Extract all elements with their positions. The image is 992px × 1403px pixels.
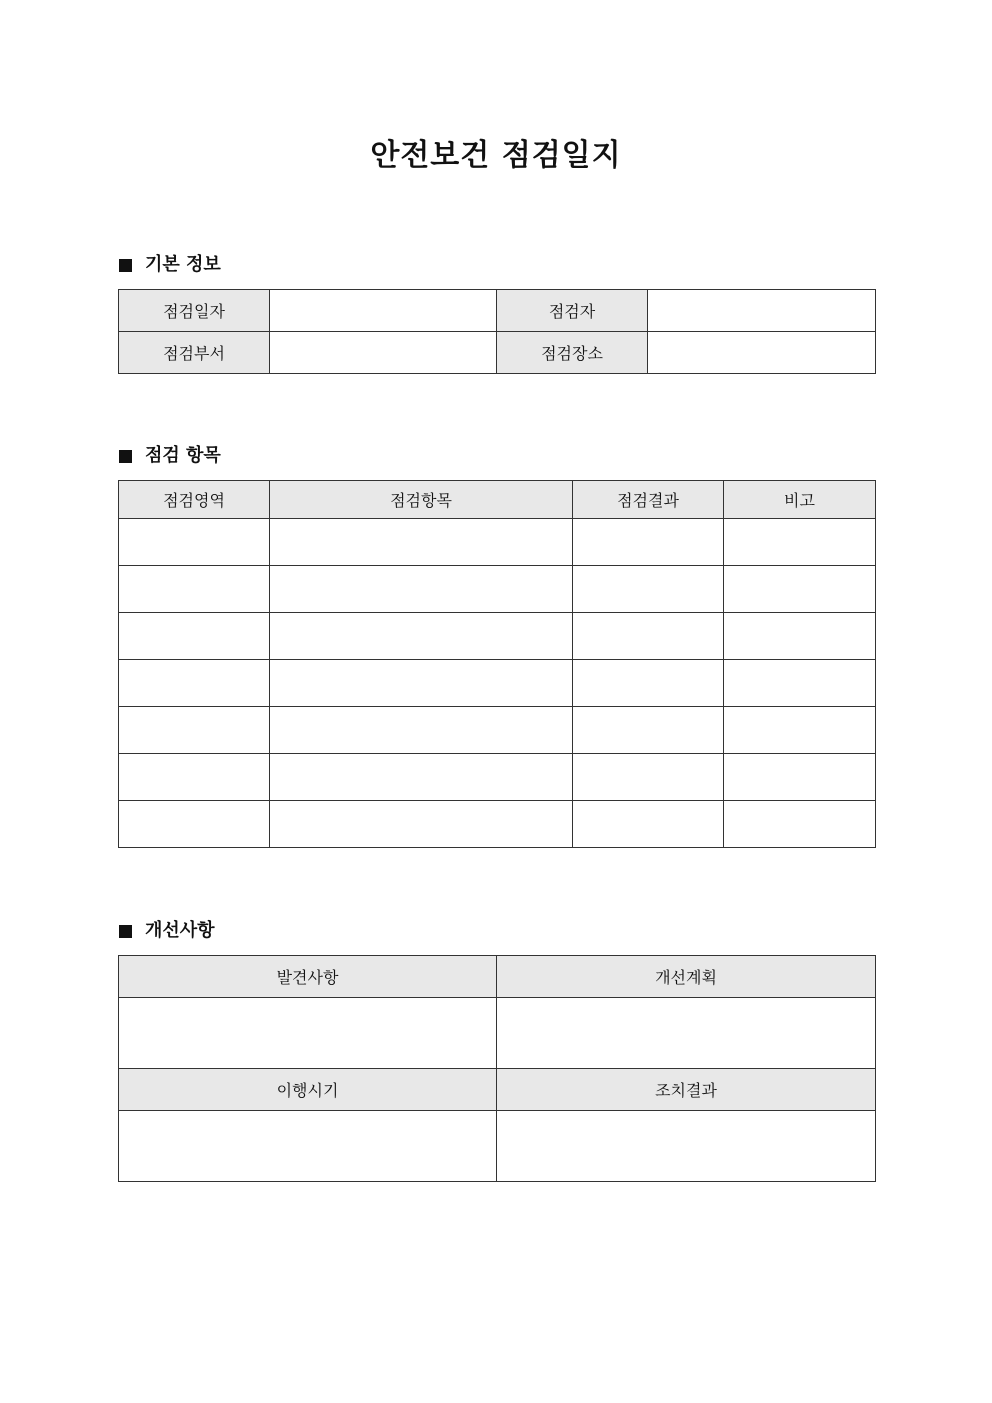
table-row (119, 1111, 876, 1182)
table-row (119, 660, 876, 707)
table-row (119, 519, 876, 566)
area-cell[interactable] (119, 613, 270, 660)
result-label: 조치결과 (497, 1069, 876, 1111)
result-cell[interactable] (573, 566, 724, 613)
table-header-row (119, 481, 876, 519)
table-header-row (119, 1069, 876, 1111)
findings-label: 발견사항 (119, 956, 497, 998)
remarks-cell[interactable] (724, 754, 876, 801)
table-header-row (119, 956, 876, 998)
area-cell[interactable] (119, 660, 270, 707)
column-header-result: 점검결과 (573, 481, 724, 519)
item-cell[interactable] (270, 754, 573, 801)
black-square-icon (119, 925, 132, 938)
table-row (119, 613, 876, 660)
result-cell[interactable] (573, 801, 724, 848)
findings-field[interactable] (119, 998, 497, 1069)
inspector-field[interactable] (648, 290, 876, 332)
date-field[interactable] (270, 290, 497, 332)
table-row (119, 290, 876, 332)
table-row (119, 998, 876, 1069)
column-header-remarks: 비고 (724, 481, 876, 519)
area-cell[interactable] (119, 754, 270, 801)
department-field[interactable] (270, 332, 497, 374)
location-field[interactable] (648, 332, 876, 374)
document-title: 안전보건 점검일지 (370, 138, 622, 173)
black-square-icon (119, 259, 132, 272)
result-cell[interactable] (573, 660, 724, 707)
table-row (119, 754, 876, 801)
table-row (119, 801, 876, 848)
remarks-cell[interactable] (724, 660, 876, 707)
item-cell[interactable] (270, 613, 573, 660)
plan-label: 개선계획 (497, 956, 876, 998)
result-field[interactable] (497, 1111, 876, 1182)
table-row (119, 707, 876, 754)
timeline-label: 이행시기 (119, 1069, 497, 1111)
date-label: 점검일자 (119, 290, 270, 332)
section-heading-improvements (119, 919, 215, 943)
column-header-area: 점검영역 (119, 481, 270, 519)
section-heading-inspection-items (119, 444, 221, 468)
section-heading-basic-info (119, 253, 221, 277)
remarks-cell[interactable] (724, 519, 876, 566)
column-header-item: 점검항목 (270, 481, 573, 519)
table-row (119, 332, 876, 374)
remarks-cell[interactable] (724, 566, 876, 613)
area-cell[interactable] (119, 566, 270, 613)
remarks-cell[interactable] (724, 801, 876, 848)
table-row (119, 566, 876, 613)
result-cell[interactable] (573, 754, 724, 801)
area-cell[interactable] (119, 707, 270, 754)
basic-info-table (118, 289, 876, 374)
result-cell[interactable] (573, 613, 724, 660)
item-cell[interactable] (270, 801, 573, 848)
remarks-cell[interactable] (724, 613, 876, 660)
remarks-cell[interactable] (724, 707, 876, 754)
item-cell[interactable] (270, 707, 573, 754)
section-heading-label: 개선사항 (145, 920, 215, 941)
area-cell[interactable] (119, 519, 270, 566)
inspection-items-table (118, 480, 876, 848)
timeline-field[interactable] (119, 1111, 497, 1182)
location-label: 점검장소 (497, 332, 648, 374)
department-label: 점검부서 (119, 332, 270, 374)
inspector-label: 점검자 (497, 290, 648, 332)
item-cell[interactable] (270, 566, 573, 613)
section-heading-label: 점검 항목 (145, 445, 221, 466)
area-cell[interactable] (119, 801, 270, 848)
item-cell[interactable] (270, 660, 573, 707)
improvements-table (118, 955, 876, 1182)
black-square-icon (119, 450, 132, 463)
plan-field[interactable] (497, 998, 876, 1069)
result-cell[interactable] (573, 707, 724, 754)
item-cell[interactable] (270, 519, 573, 566)
section-heading-label: 기본 정보 (145, 254, 221, 275)
result-cell[interactable] (573, 519, 724, 566)
